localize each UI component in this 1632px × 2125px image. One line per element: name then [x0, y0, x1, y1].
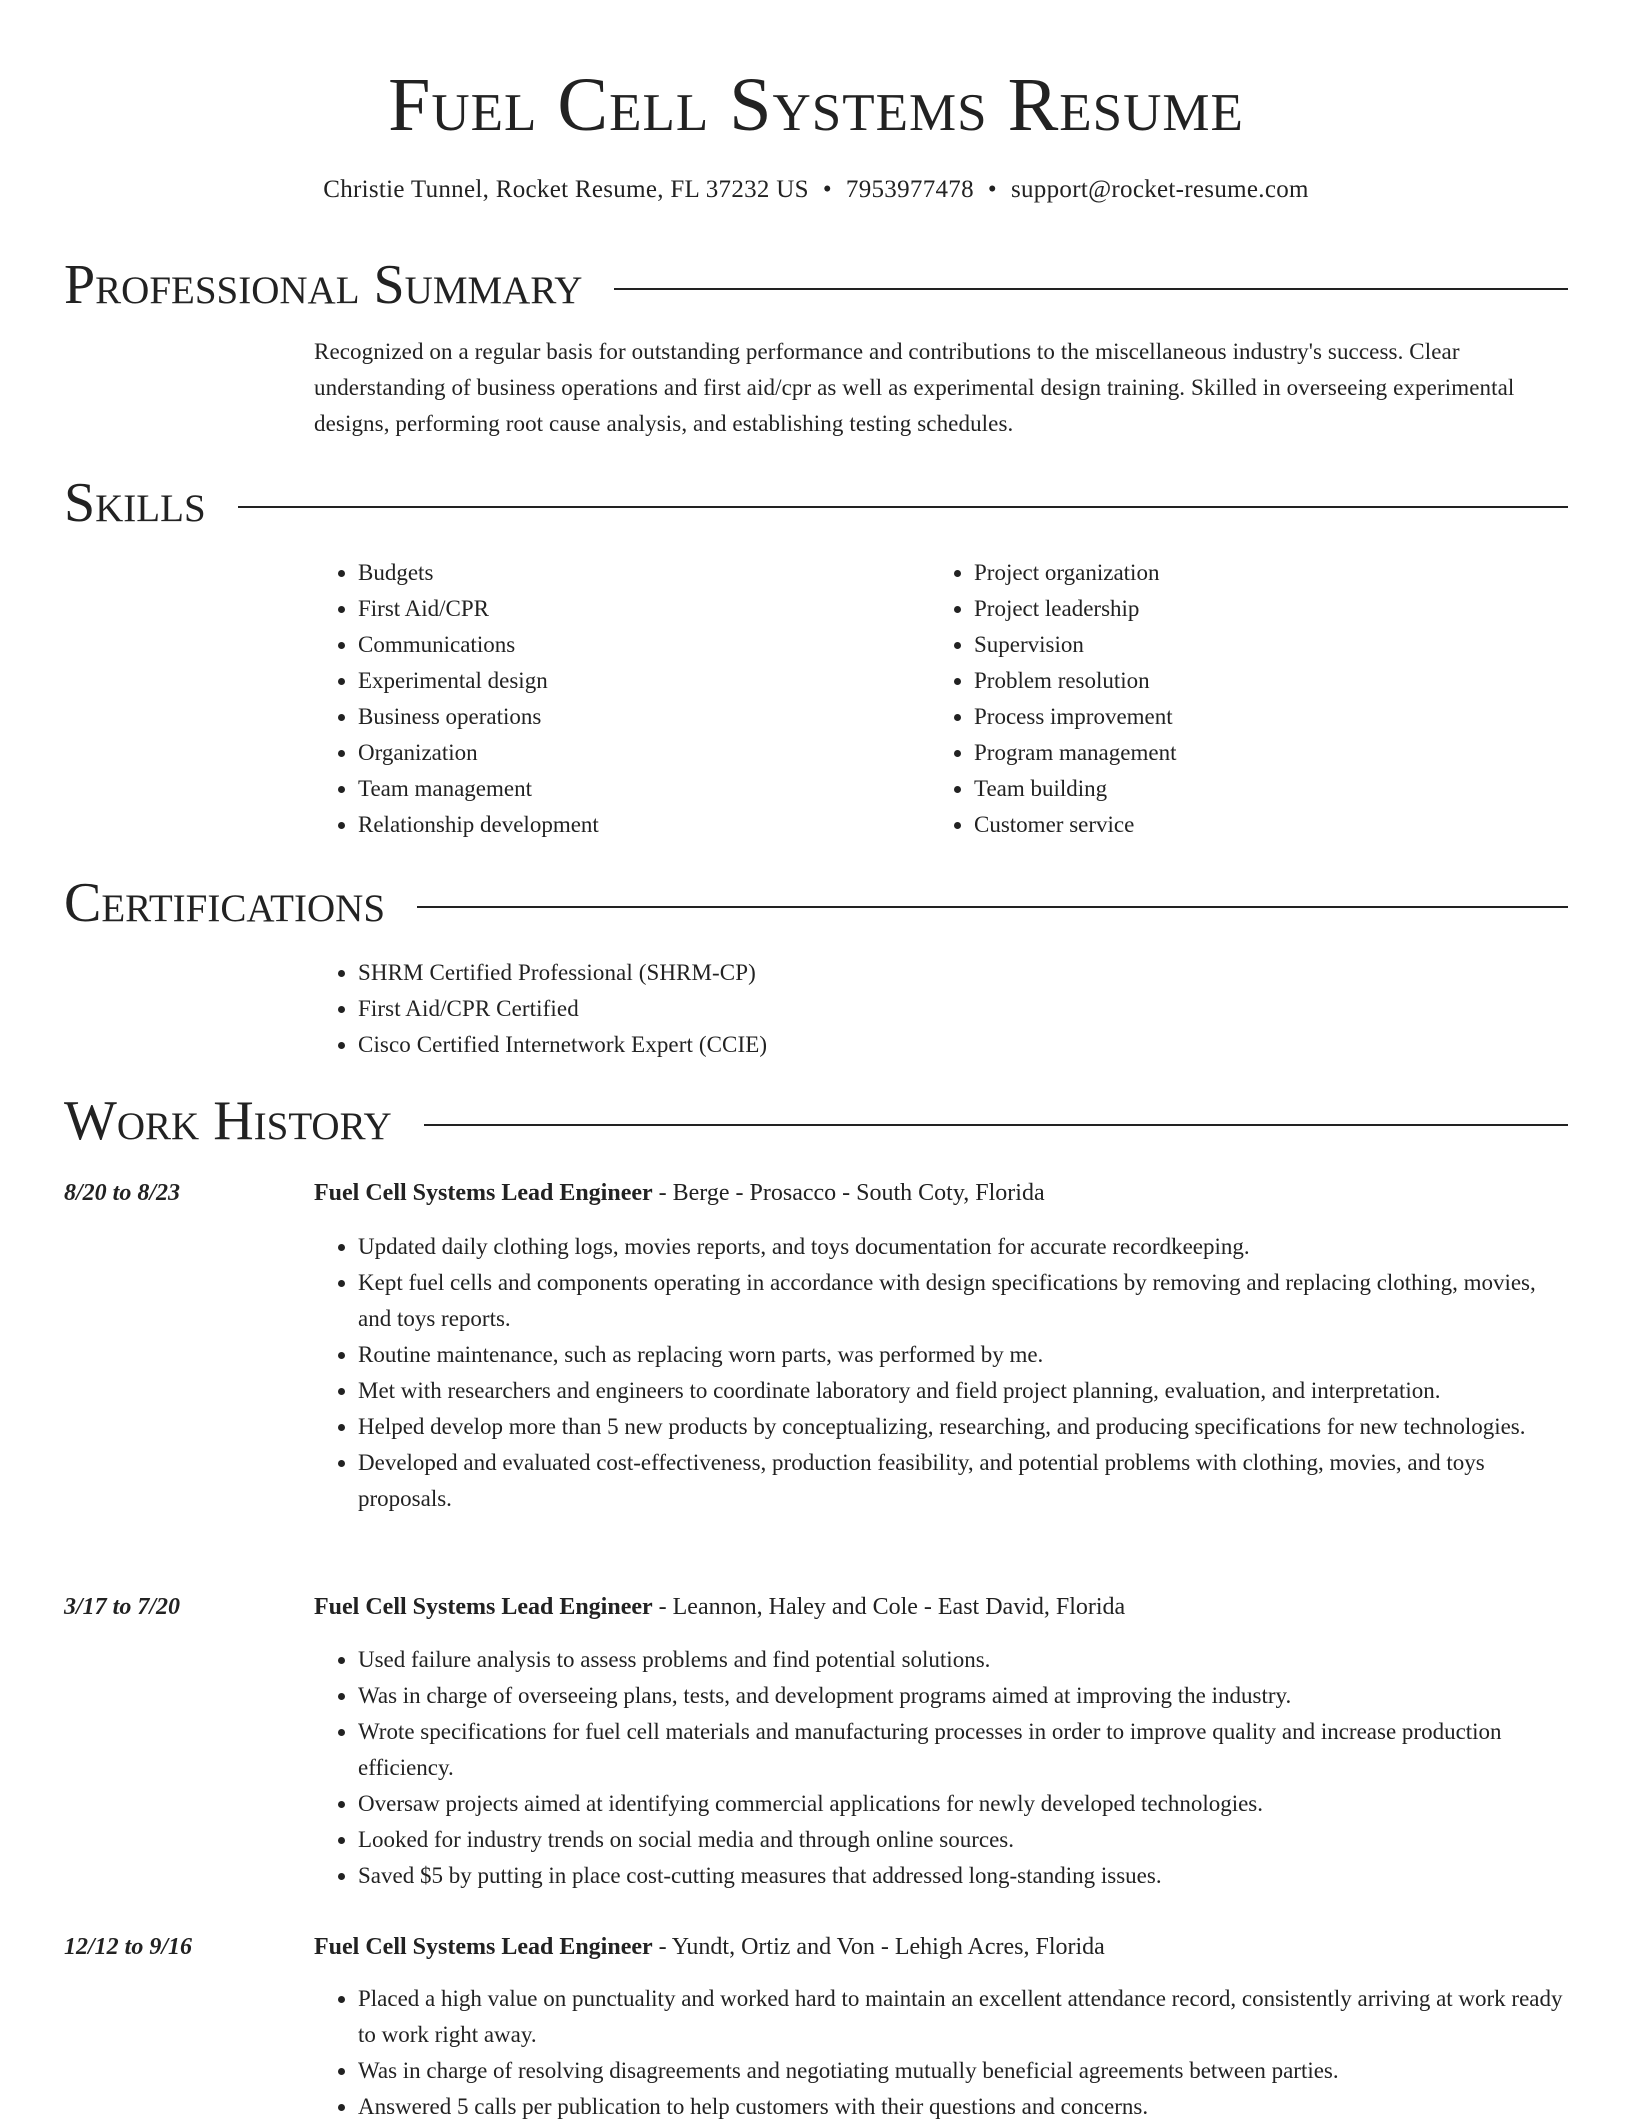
job-role: Fuel Cell Systems Lead Engineer — [314, 1594, 653, 1620]
job-company: - Berge - Prosacco - South Coty, Florida — [652, 1180, 1045, 1206]
job-company: - Yundt, Ortiz and Von - Lehigh Acres, Florida — [652, 1934, 1105, 1960]
job-bullet: • Was in charge of resolving disagreements and negotiating mutually beneficial agreements between parties. — [358, 2053, 1568, 2089]
certification-item: • SHRM Certified Professional (SHRM-CP) — [358, 955, 1568, 991]
skills-list-left — [314, 555, 930, 843]
job-dates: 12/12 to 9/16 — [64, 1934, 193, 1960]
job-bullet: • Met with researchers and engineers to coordinate laboratory and field project planning, evaluation, and interpretation. — [358, 1373, 1568, 1409]
job-bullets-block — [314, 1642, 1568, 1894]
skill-item: • Budgets — [358, 555, 930, 591]
skill-item: • Team management — [358, 771, 930, 807]
skills-section-header — [64, 470, 1568, 536]
skill-item: • Problem resolution — [974, 663, 1546, 699]
resume-title: Fuel Cell Systems Resume — [388, 63, 1244, 147]
certification-item: • First Aid/CPR Certified — [358, 991, 1568, 1027]
skill-item: • Customer service — [974, 807, 1546, 843]
skill-item: • Process improvement — [974, 699, 1546, 735]
job-heading — [314, 1175, 1568, 1211]
job-bullet: • Oversaw projects aimed at identifying commercial applications for newly developed technologies. — [358, 1786, 1568, 1822]
skill-item: • Project leadership — [974, 591, 1546, 627]
job-bullet: • Looked for industry trends on social media and through online sources. — [358, 1822, 1568, 1858]
contact-phone: 7953977478 — [845, 176, 974, 203]
certifications-block — [314, 955, 1568, 1063]
skill-item: • Business operations — [358, 699, 930, 735]
job-dates: 8/20 to 8/23 — [64, 1180, 181, 1206]
contact-separator: • — [822, 176, 832, 203]
job-bullet: • Used failure analysis to assess problems and find potential solutions. — [358, 1642, 1568, 1678]
summary-section-header — [64, 252, 1568, 318]
section-divider — [238, 506, 1568, 508]
job-bullet: • Wrote specifications for fuel cell materials and manufacturing processes in order to improve quality and increase production efficiency. — [358, 1714, 1568, 1786]
job-bullet: • Saved $5 by putting in place cost-cutting measures that addressed long-standing issues. — [358, 1858, 1568, 1894]
job-role: Fuel Cell Systems Lead Engineer — [314, 1934, 653, 1960]
skills-column-right — [930, 555, 1546, 843]
job-role: Fuel Cell Systems Lead Engineer — [314, 1180, 653, 1206]
skills-list-right — [930, 555, 1546, 843]
summary-heading: Professional Summary — [64, 254, 583, 316]
skill-item: • Supervision — [974, 627, 1546, 663]
contact-email: support@rocket-resume.com — [1010, 176, 1309, 203]
certifications-list — [314, 955, 1568, 1063]
work-heading: Work History — [64, 1090, 392, 1152]
section-divider — [417, 906, 1568, 908]
job-bullets — [314, 1642, 1568, 1894]
section-divider — [424, 1124, 1568, 1126]
job-bullets-block — [314, 1981, 1568, 2125]
summary-text: Recognized on a regular basis for outstanding performance and contributions to the miscellaneous industry's success. Clear understanding of business operations and first aid/cpr as well as experimental design training. Skilled in overseeing experimental designs, performing root cause analysis, and establishing testing schedules. — [314, 339, 1515, 436]
skill-item: • Team building — [974, 771, 1546, 807]
job-bullet: • Updated daily clothing logs, movies reports, and toys documentation for accurate recordkeeping. — [358, 1229, 1568, 1265]
job-company: - Leannon, Haley and Cole - East David, Florida — [652, 1594, 1126, 1620]
contact-separator: • — [987, 176, 997, 203]
skills-heading: Skills — [64, 472, 206, 534]
skill-item: • Project organization — [974, 555, 1546, 591]
work-section-header — [64, 1088, 1568, 1154]
job-bullet: • Kept fuel cells and components operating in accordance with design specifications by removing and replacing clothing, movies, and toys reports. — [358, 1265, 1568, 1337]
job-bullets — [314, 1981, 1568, 2125]
job-bullet: • Routine maintenance, such as replacing worn parts, was performed by me. — [358, 1337, 1568, 1373]
skills-column-left — [314, 555, 930, 843]
job-dates: 3/17 to 7/20 — [64, 1594, 181, 1620]
skill-item: • Organization — [358, 735, 930, 771]
job-heading — [314, 1929, 1568, 1965]
job-bullet: • Developed and evaluated cost-effectiveness, production feasibility, and potential problems with clothing, movies, and toys proposals. — [358, 1445, 1568, 1517]
skills-grid — [314, 555, 1568, 843]
skill-item: • Communications — [358, 627, 930, 663]
job-bullet: • Was in charge of overseeing plans, tests, and development programs aimed at improving the industry. — [358, 1678, 1568, 1714]
certifications-section-header — [64, 870, 1568, 936]
job-heading — [314, 1589, 1568, 1625]
certification-item: • Cisco Certified Internetwork Expert (CCIE) — [358, 1027, 1568, 1063]
skill-item: • Relationship development — [358, 807, 930, 843]
skill-item: • Program management — [974, 735, 1546, 771]
contact-address: Christie Tunnel, Rocket Resume, FL 37232 US — [323, 176, 809, 203]
job-bullet: • Placed a high value on punctuality and worked hard to maintain an excellent attendance record, consistently arriving at work ready to work right away. — [358, 1981, 1568, 2053]
certifications-heading: Certifications — [64, 872, 386, 934]
job-bullets — [314, 1229, 1568, 1517]
job-bullet: • Helped develop more than 5 new products by conceptualizing, researching, and producing specifications for new technologies. — [358, 1409, 1568, 1445]
job-bullets-block — [314, 1229, 1568, 1517]
job-bullet: • Answered 5 calls per publication to help customers with their questions and concerns. — [358, 2089, 1568, 2125]
contact-line — [0, 172, 1632, 208]
skill-item: • First Aid/CPR — [358, 591, 930, 627]
skill-item: • Experimental design — [358, 663, 930, 699]
section-divider — [614, 288, 1568, 290]
